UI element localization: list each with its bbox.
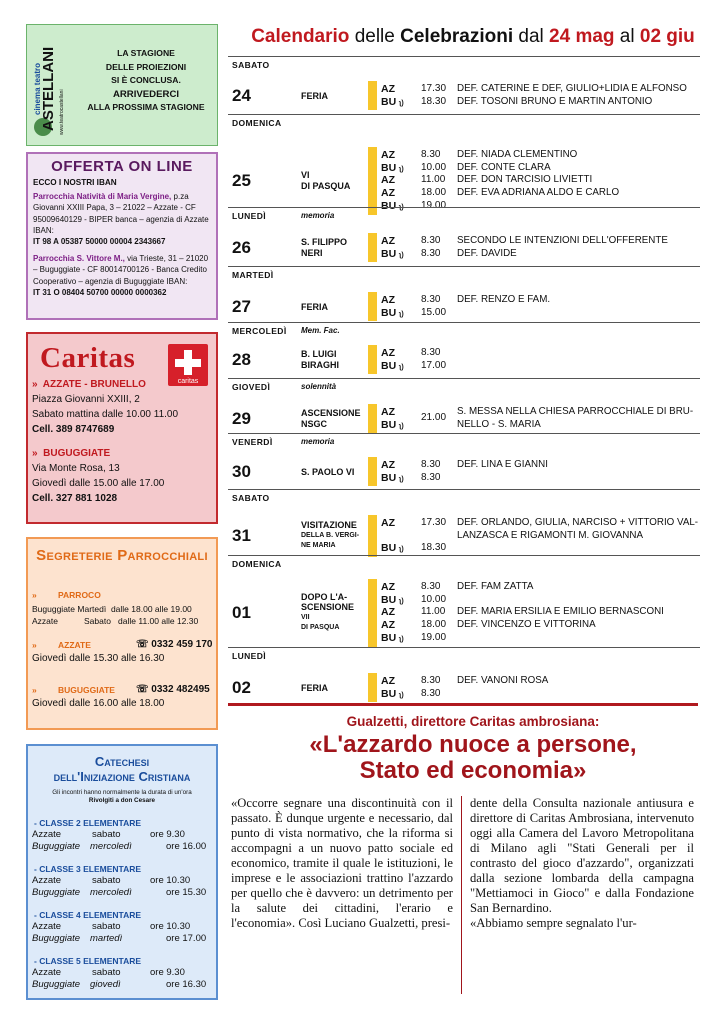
mass-time: 21.00 xyxy=(421,412,447,424)
catechesi-place: Azzate xyxy=(32,829,62,840)
label-line: VI xyxy=(301,170,310,181)
mass-time: 8.30 xyxy=(421,149,441,160)
mass-time: 8.30 xyxy=(421,687,441,699)
day: Martedì xyxy=(77,604,107,614)
title-part: Calendario xyxy=(251,26,350,47)
title-line: Stato ed economia» xyxy=(359,757,587,784)
mass-intention: DEF. FAM ZATTA xyxy=(457,581,534,592)
calendar-day xyxy=(228,56,700,114)
svg-text:cinema teatro: cinema teatro xyxy=(33,62,42,115)
catechesi-place: Azzate xyxy=(32,875,62,886)
calendar-day xyxy=(228,555,700,647)
day-number: 02 xyxy=(232,677,251,697)
catechesi-place: Buguggiate xyxy=(32,887,81,898)
mass-intention: DEF. ORLANDO, GIULIA, NARCISO + VITTORIO VAL- xyxy=(457,517,699,528)
catechesi-time: ore 15.30 xyxy=(166,887,207,898)
wifi-icon: ʅ) xyxy=(399,310,404,318)
offerta-parish-2 xyxy=(28,253,216,287)
wifi-icon: ʅ) xyxy=(399,99,404,107)
catechesi-time: ore 10.30 xyxy=(150,921,191,932)
place-az: AZ xyxy=(381,294,395,306)
day-name: LUNEDÌ xyxy=(232,651,267,661)
wifi-icon: ʅ) xyxy=(399,422,404,430)
place-az: AZ xyxy=(381,619,395,632)
place-az: AZ xyxy=(381,675,395,687)
segreterie-title: Segreterie Parrocchiali xyxy=(36,547,208,564)
catechesi-box xyxy=(26,744,218,1000)
day-label xyxy=(301,520,359,552)
day-label xyxy=(301,91,328,102)
day-number: 31 xyxy=(232,526,251,546)
mass-intention: S. MESSA NELLA CHIESA PARROCCHIALE DI BRU- xyxy=(457,406,694,417)
wifi-icon: ʅ) xyxy=(399,635,404,643)
title-part: delle xyxy=(354,26,395,47)
day-label xyxy=(301,592,354,634)
offerta-title: OFFERTA ON LINE xyxy=(51,158,193,175)
mass-time: 10.00 xyxy=(421,161,447,173)
bug-time: Giovedì dalle 16.00 alle 18.00 xyxy=(32,698,165,709)
place-bu: BU ʅ) xyxy=(381,687,404,700)
mass-time: 8.30 xyxy=(421,247,441,259)
mass-time: 10.00 xyxy=(421,593,447,605)
label-line: DI PASQUA xyxy=(301,180,351,191)
cinema-line: ALLA PROSSIMA STAGIONE xyxy=(87,102,205,112)
caritas-bug-time: Giovedì dalle 15.00 alle 17.00 xyxy=(32,478,165,489)
place-az: AZ xyxy=(381,406,395,418)
title-line: «L'azzardo nuoce a persone, xyxy=(309,731,637,758)
caritas-bug-cell[interactable]: Cell. 327 881 1028 xyxy=(32,493,118,504)
wifi-icon: ʅ) xyxy=(399,691,404,699)
calendar-day xyxy=(228,433,700,489)
label-line: DI PASQUA xyxy=(301,624,340,632)
azzate-head-text: AZZATE xyxy=(57,640,91,650)
mass-time: 17.00 xyxy=(421,359,447,371)
day-name: MERCOLEDÌ xyxy=(232,326,287,336)
label-line: DOPO L'A- xyxy=(301,591,348,602)
catechesi-day: martedì xyxy=(90,933,123,944)
mass-time: 17.30 xyxy=(421,517,447,528)
day-name: SABATO xyxy=(232,60,270,70)
parish-2-iban[interactable]: IT 31 O 08404 50700 00000 0000362 xyxy=(33,287,167,297)
day-number: 24 xyxy=(232,85,251,105)
day-number: 27 xyxy=(232,296,251,316)
place-bu: BU ʅ) xyxy=(381,418,404,431)
calendar-day xyxy=(228,266,700,322)
mass-time: 8.30 xyxy=(421,675,441,686)
day-note: memoria xyxy=(301,437,335,446)
mass-time: 11.00 xyxy=(421,174,446,186)
bug-head-text: BUGUGGIATE xyxy=(57,685,115,695)
calendar-day xyxy=(228,378,700,433)
place-bu: BU ʅ) xyxy=(381,542,404,555)
parish-2-text: via Trieste, 31 – 21020 – Buguggiate - CF 80014700126 - Banca Credito Cooperativo – agenzia di Buguggiate IBAN: xyxy=(33,254,209,286)
mass-time: 18.30 xyxy=(421,542,447,554)
label-line: FERIA xyxy=(301,90,328,101)
catechesi-day: mercoledì xyxy=(90,841,132,852)
svg-text:ASTELLANI: ASTELLANI xyxy=(40,46,57,131)
yellow-bar xyxy=(368,457,377,486)
mass-time: 19.00 xyxy=(421,631,447,643)
calendar-title xyxy=(228,26,718,48)
yellow-bar xyxy=(368,345,377,374)
parroco-row xyxy=(32,615,198,627)
mass-time: 8.30 xyxy=(421,235,441,246)
catechesi-subtitle: dell'Iniziazione Cristiana xyxy=(53,769,191,784)
mass-intention: SECONDO LE INTENZIONI DELL'OFFERENTE xyxy=(457,235,668,246)
place-bu: BU ʅ) xyxy=(381,161,404,174)
yellow-bar xyxy=(368,579,377,647)
label-line: ASCENSIONE xyxy=(301,408,361,419)
day-name: MARTEDÌ xyxy=(232,270,274,280)
caritas-box xyxy=(26,332,218,524)
place-az: AZ xyxy=(381,174,395,187)
cinema-line: SI È CONCLUSA. xyxy=(111,75,181,85)
article-paragraph: «Abbiamo sempre segnalato l'ur- xyxy=(470,916,637,930)
place-bu: BU ʅ) xyxy=(381,359,404,372)
day-label xyxy=(301,349,339,370)
cinema-line: LA STAGIONE xyxy=(117,48,175,58)
place-bu: BU ʅ) xyxy=(381,95,404,108)
catechesi-title: Catechesi xyxy=(94,754,150,769)
mass-time: 15.00 xyxy=(421,306,447,318)
catechesi-place: Buguggiate xyxy=(32,933,81,944)
yellow-bar xyxy=(368,81,377,110)
calendar-divider xyxy=(228,703,698,706)
azzate-head: » AZZATE xyxy=(32,640,91,650)
mass-time: 18.00 xyxy=(421,619,447,631)
yellow-bar xyxy=(368,292,377,321)
bug-phone-number: 0332 482495 xyxy=(151,684,210,695)
catechesi-time: ore 17.00 xyxy=(166,933,207,944)
catechesi-day: sabato xyxy=(92,967,121,978)
catechesi-class-head: - CLASSE 3 ELEMENTARE xyxy=(34,864,142,874)
label-line: VISITAZIONE xyxy=(301,520,357,531)
catechesi-class-head: - CLASSE 2 ELEMENTARE xyxy=(34,818,142,828)
wifi-icon: ʅ) xyxy=(399,546,404,554)
parroco-row xyxy=(32,603,192,615)
wifi-icon: ʅ) xyxy=(399,597,404,605)
place-bu: BU ʅ) xyxy=(381,247,404,260)
catechesi-time: ore 16.00 xyxy=(166,841,207,852)
place-az: AZ xyxy=(381,517,395,529)
article-paragraph: dente della Consulta nazionale antiusura e direttore di Caritas Ambrosiana, intervenuto oggi alla Camera del Lavoro Metropolitana di Milano agli "Stati Generali per il contrasto del gioco d'azzardo", organizzati dalla sezione lombarda della campagna "Mettiamoci in Gioco" e dalla Fondazione San Bernardino. xyxy=(470,796,694,915)
parish-2-name: Parrocchia S. Vittore M., xyxy=(33,254,125,264)
wifi-icon: ʅ) xyxy=(399,251,404,259)
wifi-icon: ʅ) xyxy=(399,363,404,371)
mass-intention: LANZASCA E RIGAMONTI M. GIOVANNA xyxy=(457,529,643,541)
note-line: Gli incontri hanno normalmente la durata di un'ora xyxy=(52,789,192,796)
title-part: al xyxy=(619,26,635,47)
mass-time: 8.30 xyxy=(421,347,441,358)
day-number: 26 xyxy=(232,237,251,257)
parish-1-name: Parrocchia Natività di Maria Vergine, xyxy=(33,192,172,202)
day-name: VENERDÌ xyxy=(232,437,273,447)
caritas-logo-label: caritas xyxy=(177,378,199,385)
label-line: FERIA xyxy=(301,301,328,312)
label-line: DELLA B. VERGI- xyxy=(301,531,360,539)
caritas-bug-head: » BUGUGGIATE xyxy=(32,448,111,459)
bug-head: » BUGUGGIATE xyxy=(32,685,115,695)
label-line: NE MARIA xyxy=(301,542,336,550)
catechesi-place: Buguggiate xyxy=(32,979,81,990)
bug-phone[interactable]: ☏ 0332 482495 xyxy=(136,684,210,695)
cinema-logo xyxy=(31,31,73,139)
place-az: AZ xyxy=(381,581,395,593)
mass-intention: DEF. EVA ADRIANA ALDO E CARLO xyxy=(457,187,620,199)
day-name: LUNEDÌ xyxy=(232,211,267,221)
label-line: NERI xyxy=(301,247,323,258)
place: Azzate xyxy=(32,616,58,626)
caritas-cross-icon xyxy=(168,344,208,386)
cinema-announcement xyxy=(77,47,215,115)
caritas-azzate-cell[interactable]: Cell. 389 8747689 xyxy=(32,424,115,435)
day-name: SABATO xyxy=(232,493,270,503)
calendar-day xyxy=(228,489,700,555)
catechesi-place: Azzate xyxy=(32,967,62,978)
catechesi-day: giovedì xyxy=(90,979,121,990)
calendar-day xyxy=(228,114,700,212)
place-bu: BU ʅ) xyxy=(381,199,404,212)
day-label xyxy=(301,302,328,313)
day-name: DOMENICA xyxy=(232,118,282,128)
mass-time: 11.00 xyxy=(421,606,446,618)
label-line: FERIA xyxy=(301,682,328,693)
parish-1-text: p.za Giovanni XXIII Papa, 3 – 21022 – Azzate - CF 95009640129 - BIPER banca – agenzia di Azzate IBAN: xyxy=(33,192,209,235)
catechesi-day: sabato xyxy=(92,829,121,840)
place-az: AZ xyxy=(381,347,395,359)
time: dalle 18.00 alle 19.00 xyxy=(110,604,192,614)
mass-time: 8.30 xyxy=(421,471,441,483)
place-az: AZ xyxy=(381,83,395,95)
place-bu: BU ʅ) xyxy=(381,631,404,644)
day-number: 30 xyxy=(232,461,251,481)
day-number: 28 xyxy=(232,349,251,369)
offerta-box xyxy=(26,152,218,320)
catechesi-time: ore 9.30 xyxy=(150,829,185,840)
yellow-bar xyxy=(368,404,377,433)
label-line: B. LUIGI xyxy=(301,349,337,360)
article-title xyxy=(228,732,718,784)
article-column-2 xyxy=(470,796,694,931)
article-kicker: Gualzetti, direttore Caritas ambrosiana: xyxy=(346,714,600,729)
label-line: S. PAOLO VI xyxy=(301,466,355,477)
title-part: 02 giu xyxy=(639,26,695,47)
mass-time: 8.30 xyxy=(421,581,441,592)
catechesi-place: Buguggiate xyxy=(32,841,81,852)
place-bu: BU ʅ) xyxy=(381,471,404,484)
place-az: AZ xyxy=(381,235,395,247)
day-note: solennità xyxy=(301,382,337,391)
title-part: 24 mag xyxy=(549,26,615,47)
azzate-time: Giovedì dalle 15.30 alle 16.30 xyxy=(32,653,165,664)
parish-1-iban[interactable]: IT 98 A 05387 50000 00004 2343667 xyxy=(33,237,166,247)
caritas-azzate-address: Piazza Giovanni XXIII, 2 xyxy=(32,394,140,405)
mass-intention: DEF. MARIA ERSILIA E EMILIO BERNASCONI xyxy=(457,606,664,618)
mass-time: 19.00 xyxy=(421,199,447,211)
catechesi-day: sabato xyxy=(92,921,121,932)
cinema-line: ARRIVEDERCI xyxy=(112,88,180,100)
offerta-subtitle: ECCO I NOSTRI IBAN xyxy=(33,178,117,187)
segreterie-box xyxy=(26,537,218,730)
mass-intention: DEF. TOSONI BRUNO E MARTIN ANTONIO xyxy=(457,95,653,107)
place-az: AZ xyxy=(381,149,395,161)
mass-intention: DEF. NIADA CLEMENTINO xyxy=(457,149,578,160)
catechesi-time: ore 9.30 xyxy=(150,967,185,978)
place-bu: BU ʅ) xyxy=(381,306,404,319)
caritas-bug-address: Via Monte Rosa, 13 xyxy=(32,463,120,474)
mass-time: 8.30 xyxy=(421,294,441,305)
mass-intention: DEF. RENZO E FAM. xyxy=(457,294,551,305)
yellow-bar xyxy=(368,233,377,262)
time: dalle 11.00 alle 12.30 xyxy=(118,616,199,626)
mass-intention: DEF. LINA E GIANNI xyxy=(457,459,548,470)
catechesi-place: Azzate xyxy=(32,921,62,932)
label-line: S. FILIPPO xyxy=(301,237,348,248)
place: Buguggiate xyxy=(32,604,76,614)
catechesi-time: ore 16.30 xyxy=(166,979,207,990)
day-label xyxy=(301,467,354,478)
day-name: DOMENICA xyxy=(232,559,282,569)
day-number: 29 xyxy=(232,408,251,428)
calendar-day xyxy=(228,207,700,266)
wifi-icon: ʅ) xyxy=(399,165,404,173)
catechesi-time: ore 10.30 xyxy=(150,875,191,886)
day-note: memoria xyxy=(301,211,335,220)
yellow-bar xyxy=(368,515,377,557)
mass-intention: DEF. VINCENZO E VITTORINA xyxy=(457,619,596,631)
label-line: BIRAGHI xyxy=(301,359,339,370)
cinema-box xyxy=(26,24,218,146)
day-number: 25 xyxy=(232,170,251,190)
day-label xyxy=(301,237,347,258)
catechesi-class-head: - CLASSE 5 ELEMENTARE xyxy=(34,956,142,966)
place-az: AZ xyxy=(381,606,395,619)
parroco-head-text: PARROCO xyxy=(57,590,101,600)
note-line: Rivolgiti a don Cesare xyxy=(88,797,156,804)
label-line: NSGC xyxy=(301,418,328,429)
caritas-azzate-time: Sabato mattina dalle 10.00 11.00 xyxy=(32,409,179,420)
mass-intention: DEF. DAVIDE xyxy=(457,247,517,259)
place-az: AZ xyxy=(381,187,395,200)
caritas-azzate-head-text: AZZATE - BRUNELLO xyxy=(42,379,146,390)
day-label xyxy=(301,683,328,694)
label-line: SCENSIONE xyxy=(301,602,355,613)
mass-time: 8.30 xyxy=(421,459,441,470)
yellow-bar xyxy=(368,673,377,702)
offerta-parish-1 xyxy=(28,191,216,236)
svg-text:www.teatrocastellani: www.teatrocastellani xyxy=(59,89,65,135)
place-bu: BU ʅ) xyxy=(381,593,404,606)
article-column-1: «Occorre segnare una discontinuità con il passato. È dunque urgente e necessario, dal punto di vista normativo, che la riforma si accompagni a un nuovo patto sociale ed economico, tramite il quale le istituzioni, le imprese e le associazioni trattino l'azzardo per quello che è davvero: un detrimento per la salute dei cittadini, l'erario e l'economia». Così Luciano Gualzetti, presi- xyxy=(231,796,453,930)
yellow-bar xyxy=(368,147,377,215)
day-label xyxy=(301,170,350,191)
wifi-icon: ʅ) xyxy=(399,203,404,211)
caritas-title: Caritas xyxy=(40,342,136,374)
mass-time: 18.00 xyxy=(421,187,447,199)
column-separator xyxy=(461,796,462,994)
caritas-azzate-head: » AZZATE - BRUNELLO xyxy=(32,379,146,390)
label-line: VII xyxy=(301,613,310,621)
azzate-phone[interactable]: ☏ 0332 459 170 xyxy=(136,639,213,650)
mass-intention: NELLO - S. MARIA xyxy=(457,418,541,430)
wifi-icon: ʅ) xyxy=(399,475,404,483)
day-number: 01 xyxy=(232,602,251,622)
title-part: Celebrazioni xyxy=(400,26,514,47)
catechesi-day: mercoledì xyxy=(90,887,132,898)
catechesi-note xyxy=(28,789,216,805)
mass-intention: DEF. CONTE CLARA xyxy=(457,161,551,173)
mass-intention: DEF. VANONI ROSA xyxy=(457,675,549,686)
mass-time: 18.30 xyxy=(421,95,447,107)
title-part: dal xyxy=(518,26,544,47)
day: Sabato xyxy=(83,616,111,626)
catechesi-day: sabato xyxy=(92,875,121,886)
calendar-day xyxy=(228,322,700,378)
day-note: Mem. Fac. xyxy=(301,326,340,335)
azzate-phone-number: 0332 459 170 xyxy=(151,639,213,650)
mass-intention: DEF. DON TARCISIO LIVIETTI xyxy=(457,174,593,186)
calendar-day xyxy=(228,647,700,703)
catechesi-class-head: - CLASSE 4 ELEMENTARE xyxy=(34,910,142,920)
parroco-head: » PARROCO xyxy=(32,590,101,600)
cinema-line: DELLE PROIEZIONI xyxy=(105,61,187,72)
day-name: GIOVEDÌ xyxy=(232,382,271,392)
place-az: AZ xyxy=(381,459,395,471)
caritas-bug-head-text: BUGUGGIATE xyxy=(43,448,111,459)
mass-time: 17.30 xyxy=(421,83,447,94)
day-label xyxy=(301,408,361,429)
mass-intention: DEF. CATERINE E DEF, GIULIO+LIDIA E ALFONSO xyxy=(457,83,687,94)
